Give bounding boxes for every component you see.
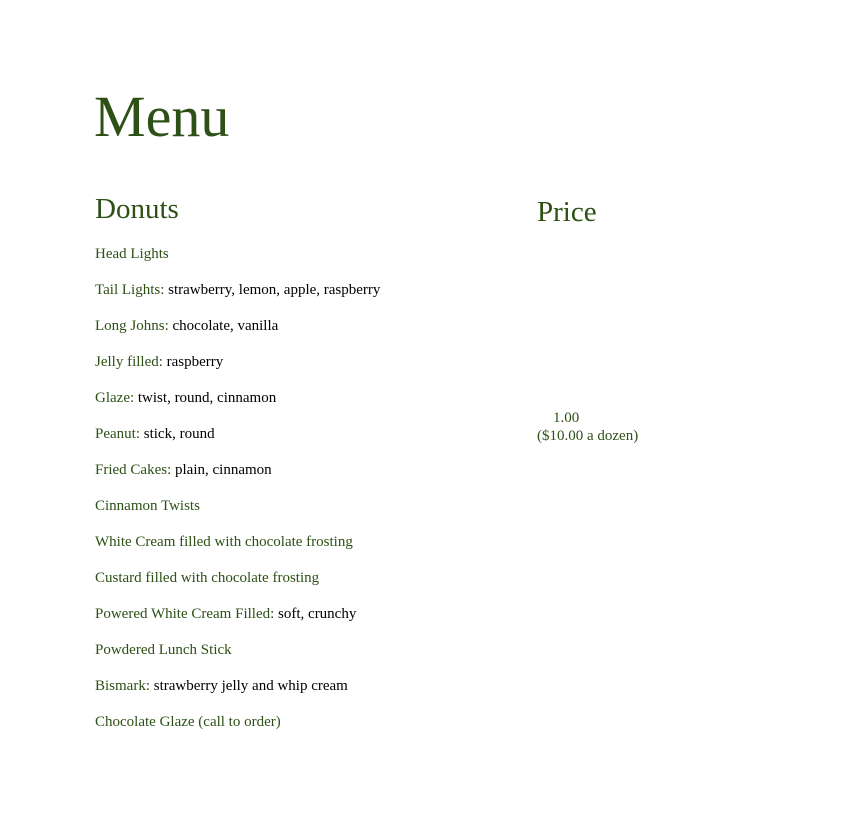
price-column-header: Price bbox=[537, 196, 597, 228]
item-name: Custard filled with chocolate frosting bbox=[95, 570, 320, 586]
menu-item-long-johns bbox=[95, 316, 380, 352]
item-name: Powdered Lunch Stick bbox=[95, 642, 232, 658]
menu-item-powdered-lunch-stick bbox=[95, 640, 380, 676]
item-description: twist, round, cinnamon bbox=[134, 390, 277, 406]
price-per-dozen: ($10.00 a dozen) bbox=[537, 428, 639, 444]
menu-item-chocolate-glaze bbox=[95, 712, 380, 748]
item-name: Cinnamon Twists bbox=[95, 498, 200, 514]
item-name: Peanut: bbox=[95, 426, 140, 442]
menu-item-tail-lights bbox=[95, 280, 380, 316]
item-description: plain, cinnamon bbox=[171, 462, 272, 478]
donut-menu-list bbox=[95, 244, 380, 748]
menu-item-glaze bbox=[95, 388, 380, 424]
item-description: stick, round bbox=[140, 426, 215, 442]
menu-item-white-cream-filled bbox=[95, 532, 380, 568]
menu-item-custard-filled bbox=[95, 568, 380, 604]
item-description: chocolate, vanilla bbox=[168, 318, 279, 334]
item-description: strawberry, lemon, apple, raspberry bbox=[164, 282, 381, 298]
item-name: Glaze: bbox=[95, 390, 135, 406]
menu-item-jelly-filled bbox=[95, 352, 380, 388]
item-name: Powered White Cream Filled: bbox=[95, 606, 275, 622]
donuts-column-header: Donuts bbox=[95, 193, 179, 225]
item-name: Bismark: bbox=[95, 678, 150, 694]
menu-item-powered-white-cream-filled bbox=[95, 604, 380, 640]
menu-item-head-lights bbox=[95, 244, 380, 280]
item-name: Long Johns: bbox=[95, 318, 169, 334]
item-description: soft, crunchy bbox=[274, 606, 357, 622]
item-name: Chocolate Glaze (call to order) bbox=[95, 714, 281, 730]
item-name: Tail Lights: bbox=[95, 282, 165, 298]
item-name: Fried Cakes: bbox=[95, 462, 172, 478]
item-description: strawberry jelly and whip cream bbox=[150, 678, 348, 694]
item-name: Head Lights bbox=[95, 246, 169, 262]
price-amount: 1.00 bbox=[553, 410, 580, 426]
item-description: raspberry bbox=[162, 354, 224, 370]
menu-item-bismark bbox=[95, 676, 380, 712]
price-block bbox=[537, 409, 638, 445]
menu-item-fried-cakes bbox=[95, 460, 380, 496]
page-title: Menu bbox=[94, 84, 230, 149]
item-name: White Cream filled with chocolate frosting bbox=[95, 534, 353, 550]
item-name: Jelly filled: bbox=[95, 354, 163, 370]
menu-item-cinnamon-twists bbox=[95, 496, 380, 532]
menu-item-peanut bbox=[95, 424, 380, 460]
